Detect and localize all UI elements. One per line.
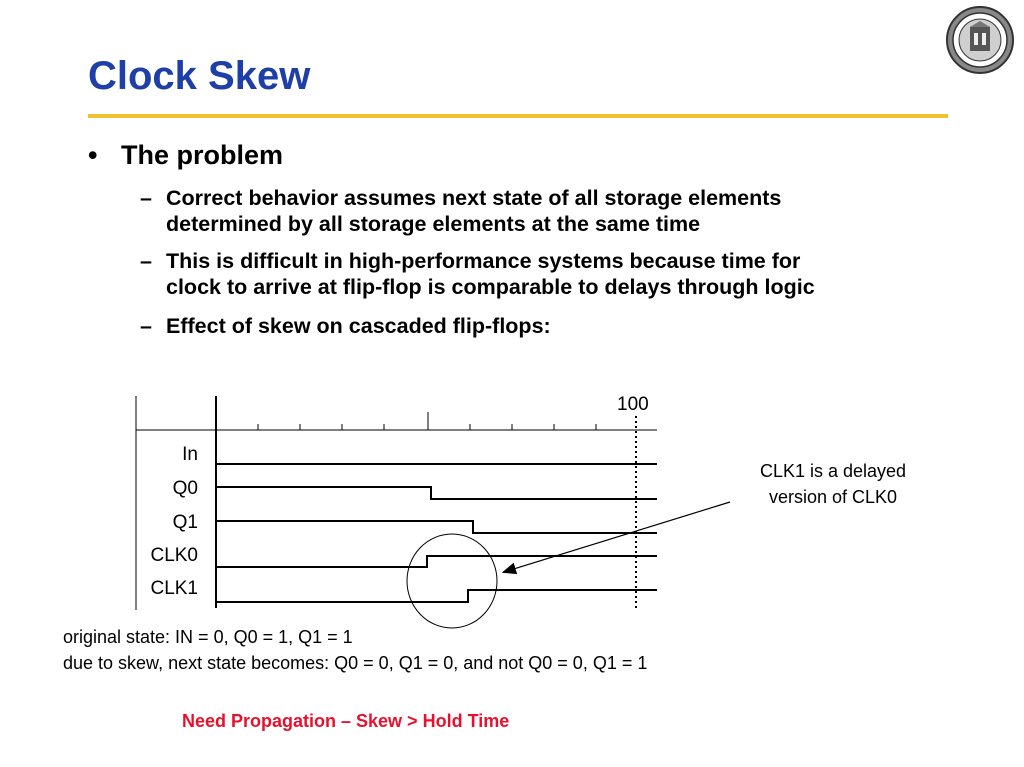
- waveform-clk0: [216, 556, 657, 567]
- subbullet-2-line-1: This is difficult in high-performance systems because time for: [166, 249, 801, 273]
- subbullet-2-line-2: clock to arrive at flip-flop is comparable to delays through logic: [166, 275, 815, 299]
- original-state-text: original state: IN = 0, Q0 = 1, Q1 = 1: [63, 627, 353, 647]
- subbullet-1-line-2: determined by all storage elements at the same time: [166, 212, 701, 236]
- signal-label-clk1: CLK1: [150, 578, 198, 599]
- subbullet-3-line-1: Effect of skew on cascaded flip-flops:: [166, 314, 551, 338]
- signal-label-q1: Q1: [172, 512, 198, 533]
- subbullet-1-line-1: Correct behavior assumes next state of all storage elements: [166, 186, 782, 210]
- annotation-arrow: [504, 502, 730, 572]
- hold-time-highlight: Need Propagation – Skew > Hold Time: [182, 711, 510, 731]
- waveform-clk1: [216, 590, 657, 602]
- signal-label-clk0: CLK0: [150, 545, 198, 566]
- subbullet-dash: –: [140, 314, 152, 338]
- subbullet-dash: –: [140, 186, 152, 210]
- signal-label-in: In: [182, 444, 198, 465]
- bullet-dot: •: [88, 140, 98, 170]
- subbullet-dash: –: [140, 249, 152, 273]
- skew-highlight-circle: [407, 534, 497, 628]
- annotation-line-2: version of CLK0: [768, 487, 898, 507]
- clk1-annotation: [728, 458, 938, 510]
- signal-label-q0: Q0: [172, 478, 198, 499]
- waveform-q0: [216, 487, 657, 499]
- slide-title: Clock Skew: [88, 54, 311, 98]
- next-state-text: due to skew, next state becomes: Q0 = 0, Q1 = 0, and not Q0 = 0, Q1 = 1: [63, 653, 648, 673]
- annotation-line-1: CLK1 is a delayed: [759, 461, 907, 481]
- time-marker-label: 100: [617, 394, 649, 415]
- main-bullet-text: The problem: [121, 140, 284, 170]
- waveform-q1: [216, 521, 657, 533]
